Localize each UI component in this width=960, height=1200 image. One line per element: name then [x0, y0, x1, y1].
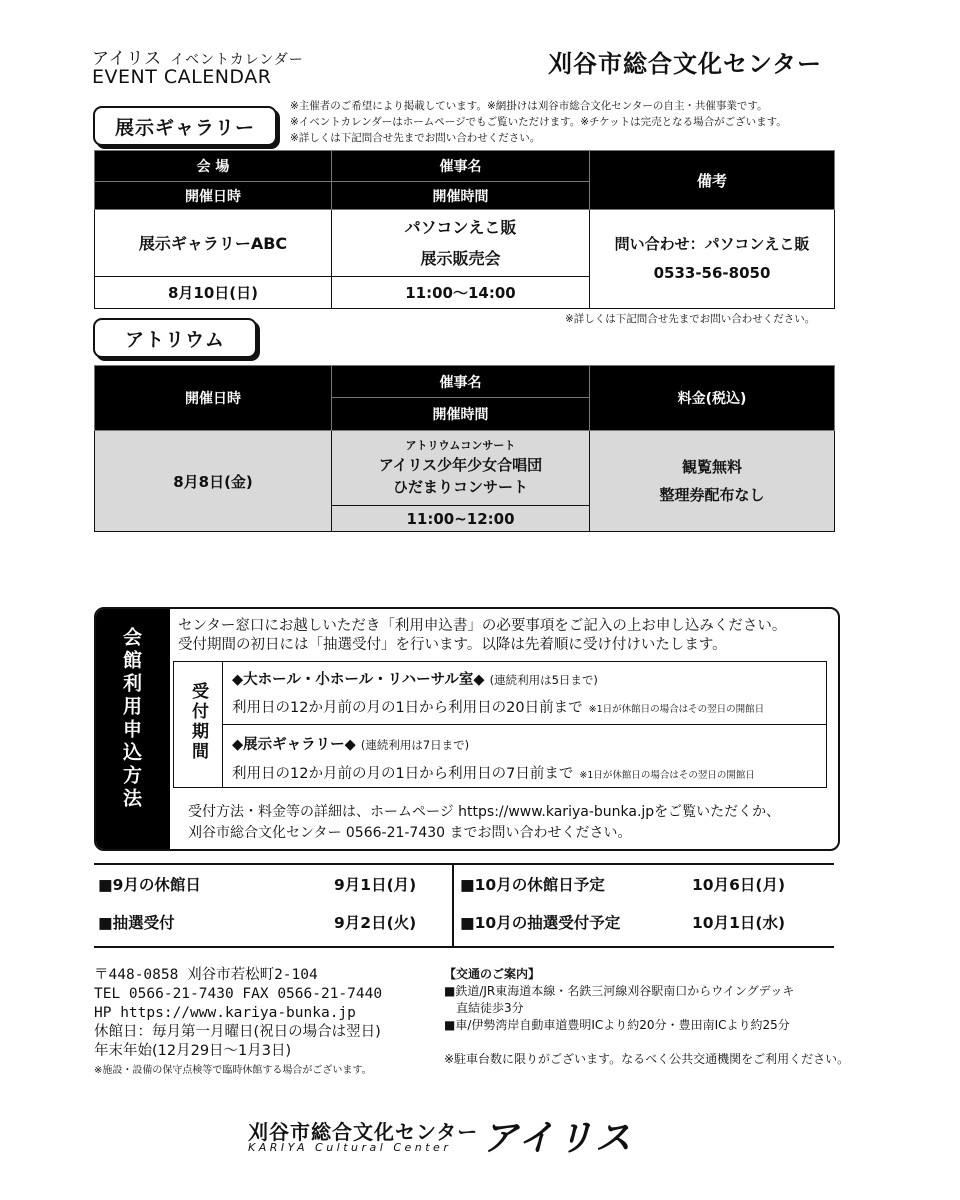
- contact-info: [94, 966, 382, 1080]
- outro-line: 受付方法・料金等の詳細は、ホームページ https://www.kariya-bunka.jpをご覧いただくか、: [188, 804, 781, 820]
- fee-line: 整理券配布なし: [659, 486, 765, 504]
- usage-side-panel: [96, 609, 170, 849]
- car-access: ■車/伊勢湾岸自動車道豊明ICより約20分・豊田南ICより約25分: [444, 1018, 790, 1032]
- header-time: 開催時間: [332, 398, 590, 431]
- event-cell: [332, 431, 590, 506]
- hall-period-text: 利用日の12か月前の月の1日から利用日の20日前まで: [232, 700, 583, 716]
- gallery-footnote: ※詳しくは下記問合せ先までお問い合わせください。: [565, 313, 816, 325]
- header-time: 開催時間: [332, 182, 590, 210]
- remarks-cell: [590, 210, 835, 309]
- period-label: 受付期間: [188, 682, 208, 762]
- lottery-label: ■抽選受付: [98, 914, 175, 932]
- gallery-table: [94, 150, 835, 309]
- event-line: アイリス少年少女合唱団: [378, 456, 543, 474]
- divider: [94, 946, 834, 948]
- address: 〒448-0858 刈谷市若松町2-104: [94, 967, 318, 983]
- gallery-consecutive: (連続利用は7日まで): [360, 738, 470, 752]
- remarks-phone: 0533-56-8050: [653, 264, 771, 282]
- usage-intro: [178, 617, 786, 655]
- date-cell: 8月10日(日): [95, 277, 332, 309]
- brand-logo: アイリス: [482, 1118, 635, 1159]
- access-title: 【交通のご案内】: [444, 967, 541, 981]
- atrium-section-label: アトリウム: [93, 318, 257, 358]
- oct-closed-value: 10月6日(月): [692, 876, 786, 894]
- intro-line: 受付期間の初日には「抽選受付」を行います。以降は先着順に受け付けいたします。: [178, 637, 727, 653]
- calendar-title-en: EVENT CALENDAR: [92, 66, 272, 88]
- header-venue: 会 場: [95, 151, 332, 182]
- oct-closed-label: ■10月の休館日予定: [460, 876, 605, 894]
- gallery-heading: [232, 733, 469, 754]
- remarks-line: 問い合わせ：パソコンえこ販: [614, 235, 810, 253]
- homepage: HP https://www.kariya-bunka.jp: [94, 1005, 356, 1021]
- hall-title: ◆大ホール・小ホール・リハーサル室◆: [232, 672, 485, 688]
- header-event: 催事名: [332, 151, 590, 182]
- fee-line: 観覧無料: [681, 458, 742, 476]
- note-line: ※詳しくは下記問合せ先までお問い合わせください。: [290, 132, 541, 144]
- gallery-section-label: 展示ギャラリー: [93, 106, 277, 146]
- usage-outro: [188, 802, 780, 844]
- header-remarks: 備考: [590, 151, 835, 210]
- gallery-period-note: ※1日が休館日の場合はその翌日の開館日: [579, 770, 755, 781]
- header-fee: 料金(税込): [590, 366, 835, 431]
- reception-period-box: [173, 661, 827, 788]
- train-access: 直結徒歩3分: [444, 1001, 524, 1015]
- brand-name-jp: 刈谷市総合文化センター: [248, 1120, 479, 1144]
- date-cell: 8月8日(金): [95, 431, 332, 532]
- intro-line: センター窓口にお越しいただき「利用申込書」の必要事項をご記入の上お申し込みください。: [178, 618, 787, 634]
- sep-closed-label: ■9月の休館日: [98, 876, 201, 894]
- atrium-table: [94, 365, 835, 532]
- lottery-value: 9月2日(火): [334, 914, 417, 932]
- outro-line: 刈谷市総合文化センター 0566-21-7430 までお問い合わせください。: [188, 825, 632, 841]
- sep-closed-value: 9月1日(月): [334, 876, 417, 894]
- note-line: ※イベントカレンダーはホームページでもご覧いただけます。※チケットは完売となる場合がございます。: [290, 116, 787, 128]
- table-row: [95, 210, 835, 277]
- venue-cell: 展示ギャラリーABC: [95, 210, 332, 277]
- title-sub: イベントカレンダー: [170, 52, 304, 68]
- gallery-period: [232, 762, 755, 783]
- hall-period-note: ※1日が休館日の場合はその翌日の開館日: [588, 704, 765, 715]
- event-cell: [332, 210, 590, 277]
- gallery-notes: [290, 98, 787, 146]
- header-date: 開催日時: [95, 366, 332, 431]
- access-info: [444, 966, 849, 1068]
- fee-cell: [590, 431, 835, 532]
- divider: [222, 724, 826, 725]
- tel-fax: TEL 0566-21-7430 FAX 0566-21-7440: [94, 986, 383, 1002]
- period-label-cell: [174, 662, 223, 787]
- title-brand: アイリス: [92, 49, 163, 69]
- event-line: パソコンえこ販: [404, 218, 517, 237]
- year-end-info: 年末年始(12月29日〜1月3日): [94, 1043, 292, 1059]
- gallery-title: ◆展示ギャラリー◆: [232, 737, 356, 753]
- closed-day-info: 休館日：毎月第一月曜日(祝日の場合は翌日): [94, 1024, 381, 1040]
- usage-side-label: 会館利用申込方法: [120, 627, 142, 811]
- event-line: 展示販売会: [420, 249, 501, 268]
- table-row: [95, 431, 835, 506]
- time-cell: 11:00〜14:00: [332, 277, 590, 309]
- hall-period: [232, 696, 764, 717]
- event-subtitle: アトリウムコンサート: [405, 439, 516, 452]
- note-line: ※主催者のご希望により掲載しています。※網掛けは刈谷市総合文化センターの自主・共催事業です。: [290, 100, 768, 112]
- brand-name-en: KARIYA Cultural Center: [248, 1141, 452, 1154]
- hall-consecutive: (連続利用は5日まで): [489, 673, 598, 687]
- closed-days-table: [94, 865, 834, 941]
- train-access: ■鉄道/JR東海道本線・名鉄三河線刈谷駅南口からウイングデッキ: [444, 984, 795, 998]
- hall-heading: [232, 668, 598, 689]
- organization-title: 刈谷市総合文化センター: [548, 50, 823, 78]
- parking-note: ※駐車台数に限りがございます。なるべく公共交通機関をご利用ください。: [444, 1052, 850, 1066]
- maintenance-note: ※施設・設備の保守点検等で臨時休館する場合がございます。: [94, 1065, 372, 1076]
- header-date: 開催日時: [95, 182, 332, 210]
- oct-lottery-label: ■10月の抽選受付予定: [460, 914, 621, 932]
- time-cell: 11:00~12:00: [332, 506, 590, 532]
- event-line: ひだまりコンサート: [392, 478, 528, 496]
- oct-lottery-value: 10月1日(水): [692, 914, 786, 932]
- header-event: 催事名: [332, 366, 590, 398]
- gallery-period-text: 利用日の12か月前の月の1日から利用日の7日前まで: [232, 766, 574, 782]
